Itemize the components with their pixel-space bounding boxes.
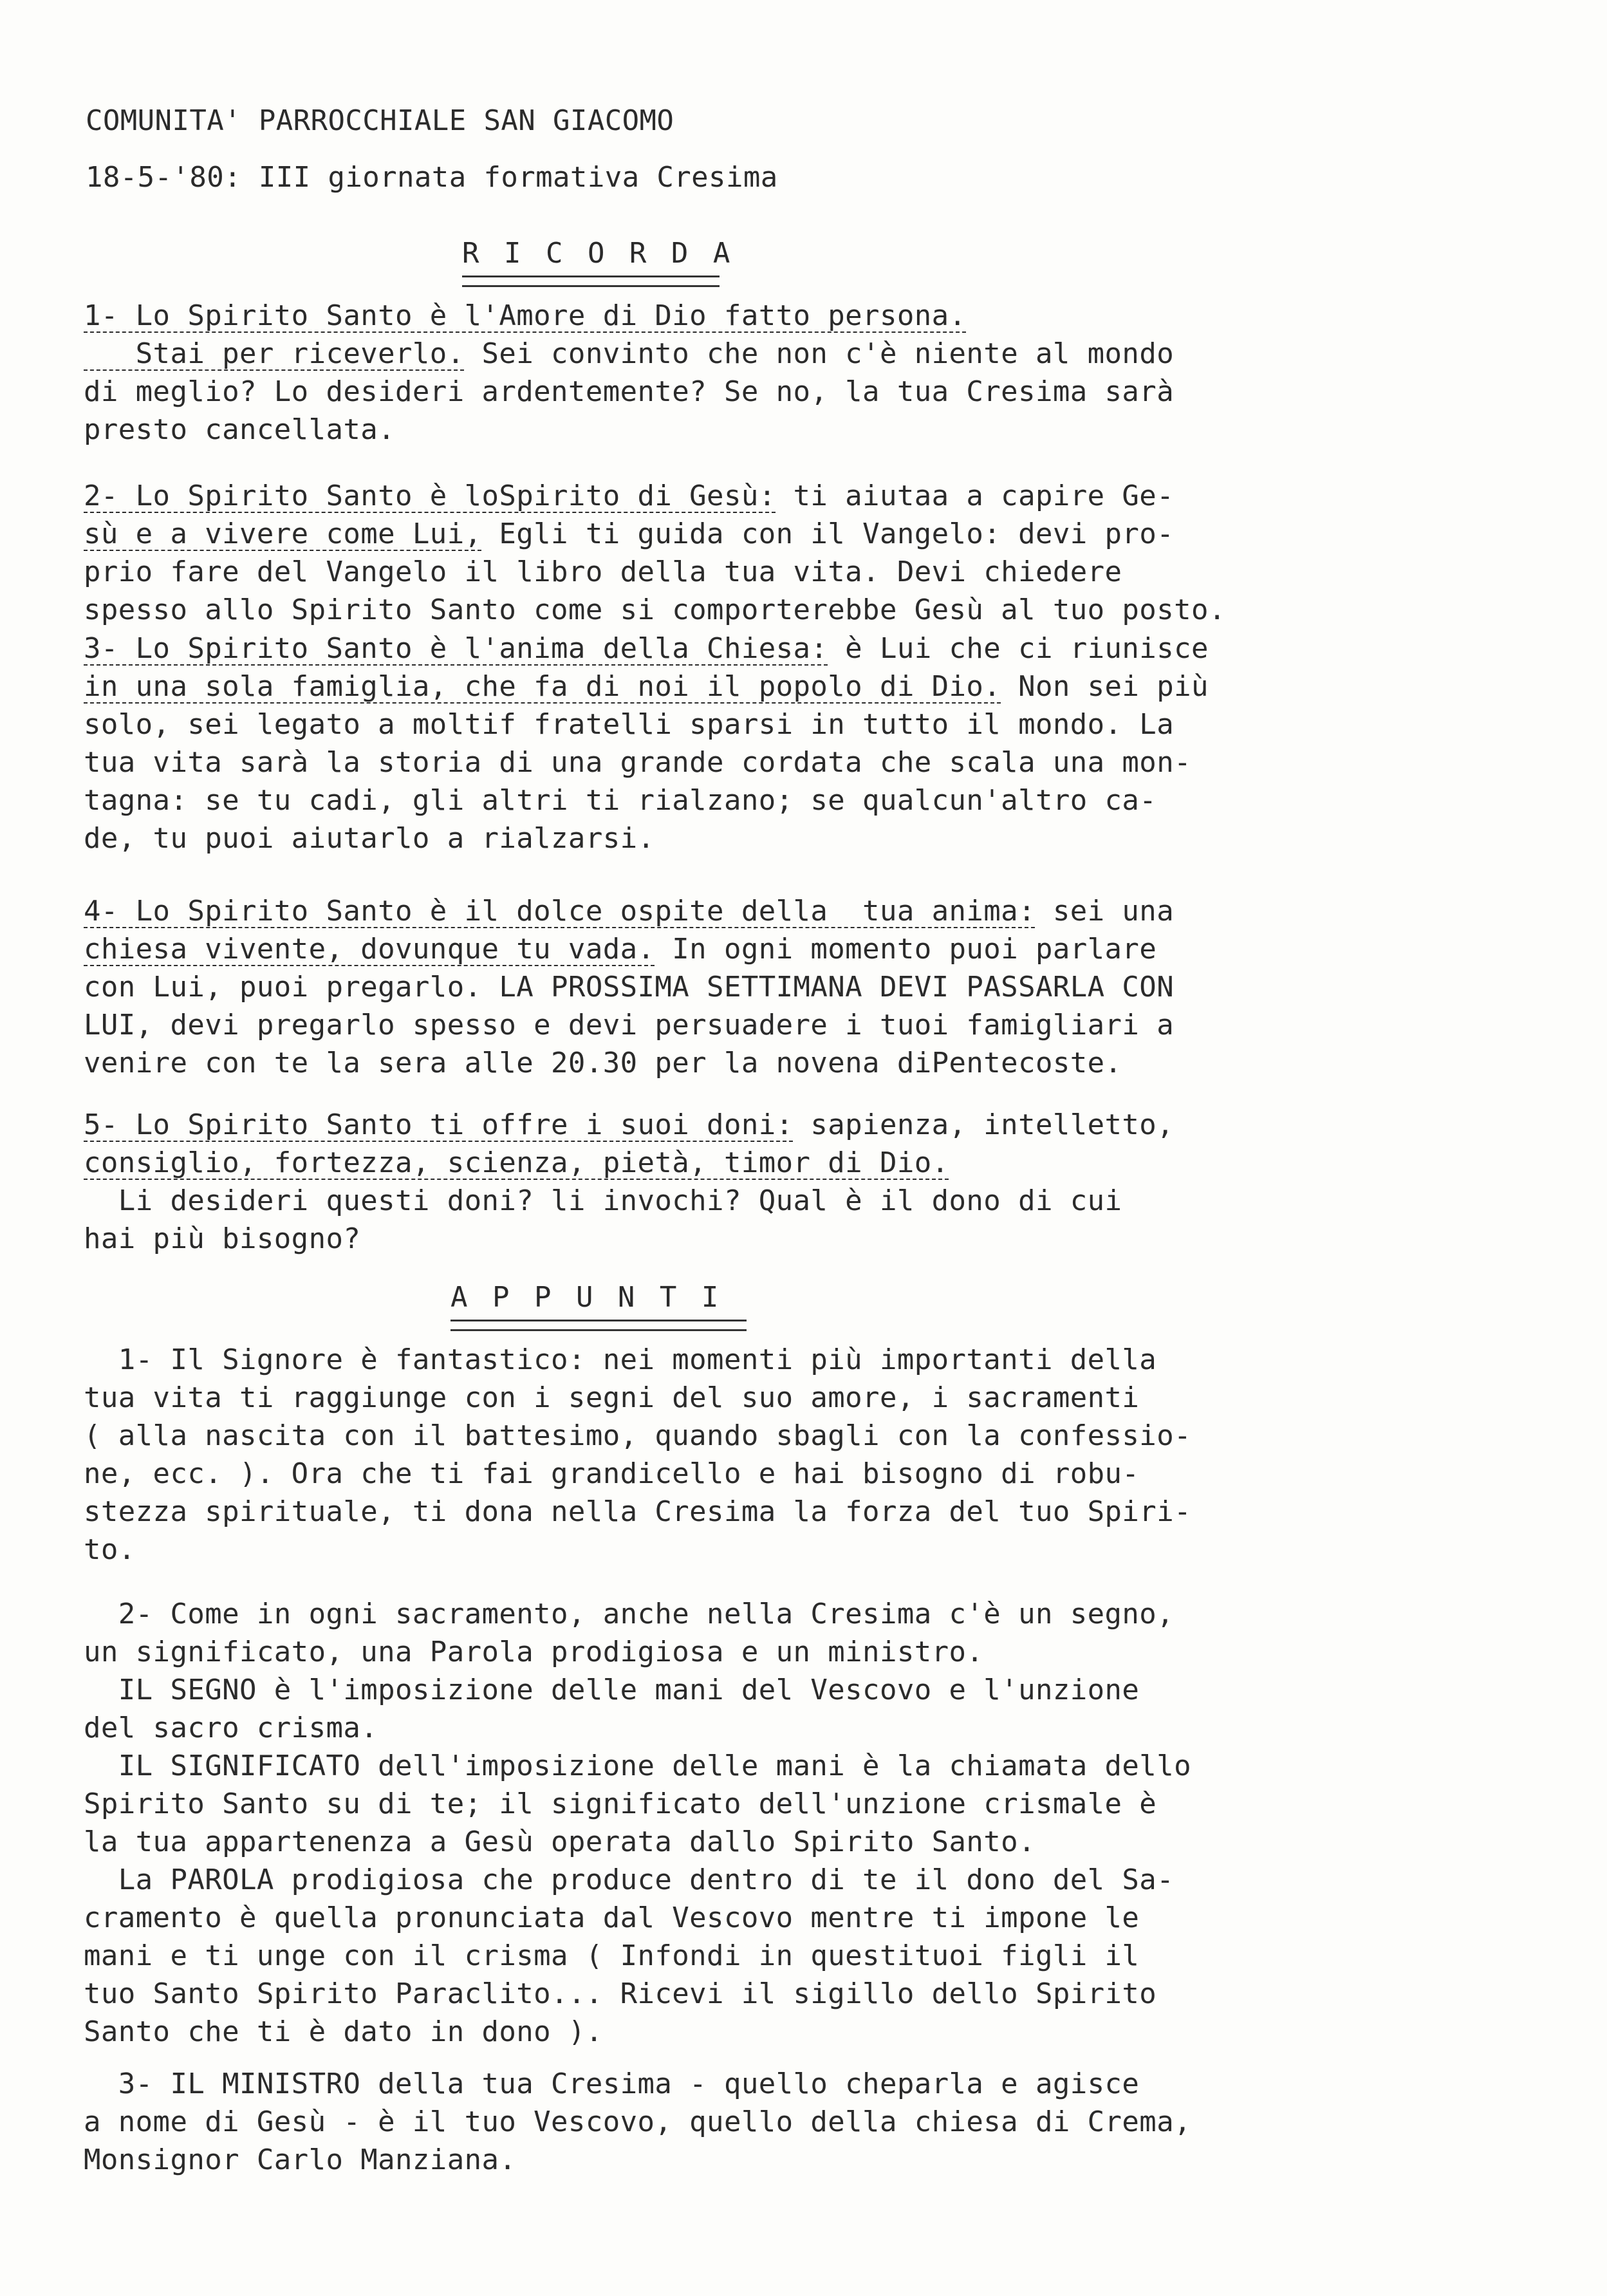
underlined-text: chiesa vivente, dovunque tu vada.: [84, 933, 655, 966]
line-text: Santo che ti è dato in dono ).: [84, 2015, 603, 2048]
line-text: 3- IL MINISTRO della tua Cresima - quello cheparla e agisce: [84, 2067, 1140, 2100]
ricorda-item-1-line: [84, 298, 966, 334]
line-text: con Lui, puoi pregarlo. LA PROSSIMA SETTIMANA DEVI PASSARLA CON: [84, 971, 1175, 1003]
ricorda-item-5-line: [84, 1145, 949, 1181]
ricorda-item-3-line: [84, 821, 655, 857]
line-text: 1- Il Signore è fantastico: nei momenti più importanti della: [84, 1343, 1157, 1376]
line-text: IL SIGNIFICATO dell'imposizione delle mani è la chiamata dello: [84, 1750, 1191, 1782]
ricorda-item-1-line: [84, 336, 1174, 372]
line-text: tagna: se tu cadi, gli altri ti rialzano; se qualcun'altro ca-: [84, 784, 1157, 817]
appunti-paragraph-2-line: [84, 2014, 603, 2050]
line-text: tua vita sarà la storia di una grande cordata che scala una mon-: [84, 746, 1191, 779]
line-text: sei una: [1035, 895, 1175, 928]
ricorda-item-4-line: [84, 1007, 1174, 1043]
appunti-paragraph-2-line: [84, 1824, 1036, 1860]
line-text: Spirito Santo su di te; il significato dell'unzione crismale è: [84, 1787, 1157, 1820]
line-text: In ogni momento puoi parlare: [655, 933, 1157, 966]
ricorda-item-1-line: [84, 412, 395, 448]
appunti-paragraph-2-line: [84, 1976, 1156, 2012]
line-text: stezza spirituale, ti dona nella Cresima la forza del tuo Spiri-: [84, 1495, 1191, 1528]
ricorda-heading-double-rule: [462, 275, 720, 287]
line-text: La PAROLA prodigiosa che produce dentro di te il dono del Sa-: [84, 1863, 1175, 1896]
appunti-paragraph-1-line: [84, 1494, 1191, 1530]
appunti-paragraph-3-line: [84, 2066, 1139, 2102]
ricorda-item-4-line: [84, 931, 1156, 967]
line-text: cramento è quella pronunciata dal Vescovo mentre ti impone le: [84, 1901, 1140, 1934]
ricorda-item-3-line: [84, 745, 1191, 781]
ricorda-item-3-line: [84, 707, 1174, 743]
appunti-paragraph-2-line: [84, 1672, 1139, 1708]
ricorda-item-1-line: [84, 374, 1174, 410]
line-text: di meglio? Lo desideri ardentemente? Se no, la tua Cresima sarà: [84, 375, 1175, 408]
ricorda-item-5-line: [84, 1183, 1122, 1219]
ricorda-item-2-line: [84, 516, 1174, 552]
underlined-text: Stai per riceverlo.: [84, 337, 465, 370]
line-text: ti aiutaa a capire Ge-: [776, 480, 1175, 512]
underlined-text: 5- Lo Spirito Santo ti offre i suoi doni:: [84, 1108, 794, 1141]
line-text: del sacro crisma.: [84, 1712, 378, 1744]
line-text: 18-5-'80: III giornata formativa Cresima: [86, 161, 778, 194]
community-title: [86, 103, 674, 139]
line-text: COMUNITA' PARROCCHIALE SAN GIACOMO: [86, 104, 674, 137]
ricorda-item-4-line: [84, 969, 1174, 1005]
date-line: [86, 160, 778, 196]
appunti-paragraph-1-line: [84, 1380, 1139, 1416]
line-text: spesso allo Spirito Santo come si comporterebbe Gesù al tuo posto.: [84, 593, 1226, 626]
appunti-paragraph-1-line: [84, 1532, 136, 1568]
ricorda-item-5-line: [84, 1107, 1174, 1143]
line-text: un significato, una Parola prodigiosa e un ministro.: [84, 1636, 984, 1668]
ricorda-item-2-line: [84, 554, 1122, 590]
line-text: Egli ti guida con il Vangelo: devi pro-: [481, 518, 1175, 550]
line-text: de, tu puoi aiutarlo a rialzarsi.: [84, 822, 655, 855]
appunti-paragraph-2-line: [84, 1748, 1191, 1784]
line-text: sapienza, intelletto,: [793, 1108, 1175, 1141]
appunti-paragraph-1-line: [84, 1342, 1156, 1378]
ricorda-item-3-line: [84, 783, 1156, 819]
appunti-paragraph-2-line: [84, 1596, 1174, 1632]
appunti-paragraph-3-line: [84, 2142, 516, 2178]
underlined-text: in una sola famiglia, che fa di noi il popolo di Dio.: [84, 670, 1001, 703]
line-text: to.: [84, 1533, 136, 1566]
appunti-paragraph-1-line: [84, 1456, 1139, 1492]
line-text: tua vita ti raggiunge con i segni del suo amore, i sacramenti: [84, 1381, 1140, 1414]
line-text: venire con te la sera alle 20.30 per la novena diPentecoste.: [84, 1047, 1122, 1079]
appunti-paragraph-2-line: [84, 1938, 1139, 1974]
ricorda-item-3-line: [84, 631, 1209, 667]
appunti-paragraph-2-line: [84, 1862, 1174, 1898]
line-text: è Lui che ci riunisce: [828, 632, 1209, 665]
appunti-paragraph-2-line: [84, 1710, 378, 1746]
line-text: presto cancellata.: [84, 413, 396, 446]
appunti-heading-double-rule: [451, 1320, 747, 1331]
appunti-paragraph-3-line: [84, 2104, 1191, 2140]
appunti-paragraph-2-line: [84, 1786, 1156, 1822]
line-text: ( alla nascita con il battesimo, quando sbagli con la confessio-: [84, 1419, 1191, 1452]
underlined-text: 1- Lo Spirito Santo è l'Amore di Dio fatto persona.: [84, 299, 967, 332]
line-text: Non sei più: [1001, 670, 1209, 703]
ricorda-item-5-line: [84, 1221, 360, 1257]
underlined-text: 4- Lo Spirito Santo è il dolce ospite della tua anima:: [84, 895, 1036, 928]
underlined-text: 3- Lo Spirito Santo è l'anima della Chiesa:: [84, 632, 828, 665]
line-text: mani e ti unge con il crisma ( Infondi in questituoi figli il: [84, 1939, 1140, 1972]
line-text: solo, sei legato a moltif fratelli sparsi in tutto il mondo. La: [84, 708, 1175, 741]
line-text: 2- Come in ogni sacramento, anche nella Cresima c'è un segno,: [84, 1598, 1175, 1630]
line-text: IL SEGNO è l'imposizione delle mani del Vescovo e l'unzione: [84, 1674, 1140, 1706]
appunti-paragraph-2-line: [84, 1900, 1139, 1936]
underlined-text: consiglio, fortezza, scienza, pietà, timor di Dio.: [84, 1146, 949, 1179]
appunti-paragraph-2-line: [84, 1634, 983, 1670]
underlined-text: 2- Lo Spirito Santo è loSpirito di Gesù:: [84, 480, 776, 512]
appunti-heading: A P P U N T I: [451, 1281, 723, 1314]
ricorda-item-4-line: [84, 1045, 1122, 1081]
ricorda-item-2-line: [84, 478, 1174, 514]
line-text: Monsignor Carlo Manziana.: [84, 2143, 517, 2176]
line-text: hai più bisogno?: [84, 1222, 361, 1255]
line-text: Sei convinto che non c'è niente al mondo: [464, 337, 1175, 370]
line-text: Li desideri questi doni? li invochi? Qual è il dono di cui: [84, 1184, 1122, 1217]
ricorda-item-3-line: [84, 669, 1209, 705]
line-text: a nome di Gesù - è il tuo Vescovo, quello della chiesa di Crema,: [84, 2105, 1191, 2138]
line-text: prio fare del Vangelo il libro della tua vita. Devi chiedere: [84, 555, 1122, 588]
line-text: LUI, devi pregarlo spesso e devi persuadere i tuoi famigliari a: [84, 1009, 1175, 1041]
ricorda-heading: R I C O R D A: [462, 237, 734, 270]
ricorda-item-4-line: [84, 893, 1174, 929]
line-text: la tua appartenenza a Gesù operata dallo Spirito Santo.: [84, 1825, 1036, 1858]
ricorda-item-2-line: [84, 592, 1226, 628]
underlined-text: sù e a vivere come Lui,: [84, 518, 482, 550]
line-text: tuo Santo Spirito Paraclito... Ricevi il sigillo dello Spirito: [84, 1977, 1157, 2010]
line-text: ne, ecc. ). Ora che ti fai grandicello e hai bisogno di robu-: [84, 1457, 1140, 1490]
appunti-paragraph-1-line: [84, 1418, 1191, 1454]
